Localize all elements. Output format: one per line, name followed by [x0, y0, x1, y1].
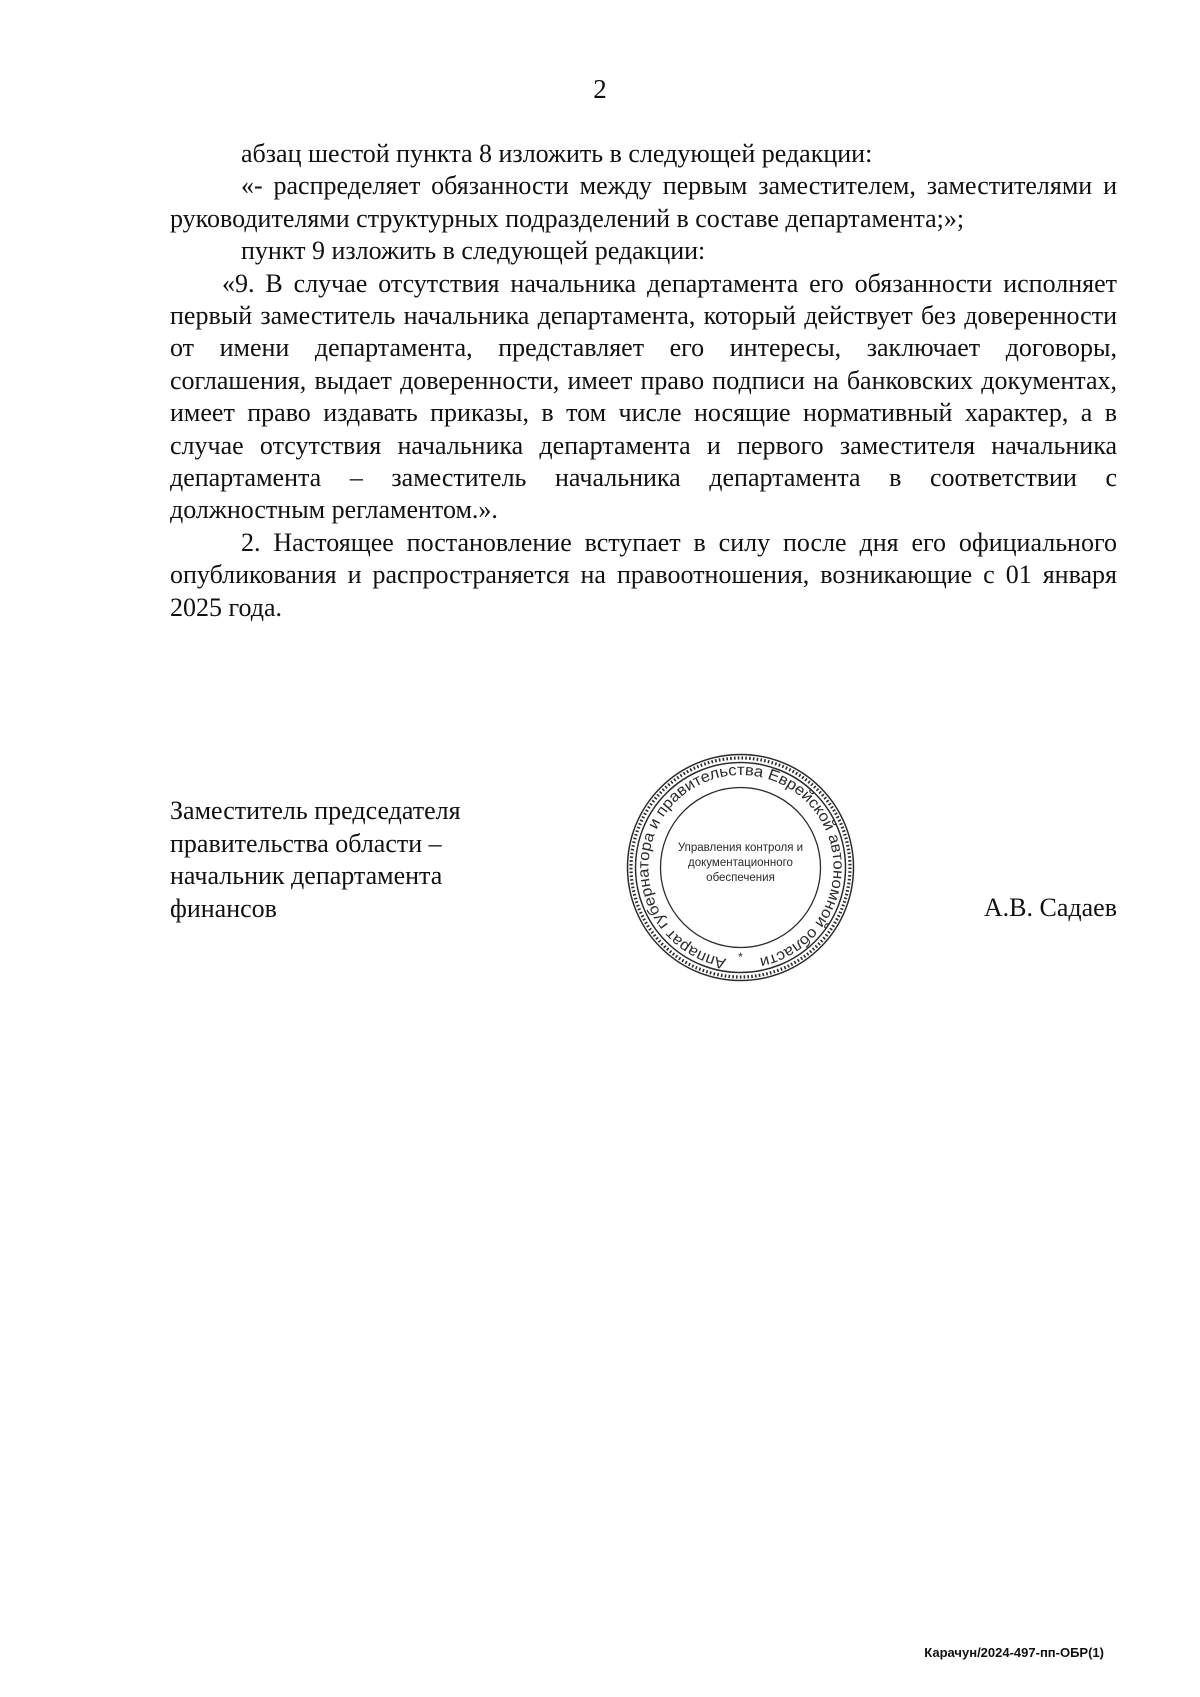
- stamp-outer-text: Аппарат губернатора и правительства Еврейской автономной области: [635, 761, 847, 972]
- stamp-inner-line: документационного: [688, 857, 793, 869]
- paragraph-amend-para-6: абзац шестой пункта 8 изложить в следующей редакции:: [241, 139, 873, 168]
- paragraph-effective-date: 2. Настоящее постановление вступает в силу после дня его официального опубликования и распространяется на правоотношения, возникающие с 01 января 2025 года.: [170, 527, 1117, 622]
- signer-position-line: Заместитель председателя: [170, 796, 461, 825]
- paragraph-quoted-duties: «- распределяет обязанности между первым заместителем, заместителями и руководителями структурных подразделений в составе департамента;»;: [170, 171, 1117, 233]
- paragraph-quoted-point-9: «9. В случае отсутствия начальника департамента его обязанности исполняет первый заместитель начальника департамента, который действует без доверенности от имени департамента, представляет его интересы, заключает договоры, соглашения, выдает доверенности, имеет право подписи на банковских документах, имеет право издавать приказы, в том числе носящие нормативный характер, а в случае отсутствия начальника департамента и первого заместителя начальника департамента – заместитель начальника департамента в соответствии с должностным регламентом.».: [170, 268, 1117, 525]
- signer-position-line: финансов: [170, 893, 277, 923]
- signer-position-line: правительства области –: [170, 828, 442, 858]
- signer-position: [170, 795, 461, 925]
- document-body: [170, 138, 1117, 624]
- signer-name: А.В. Садаев: [983, 893, 1117, 922]
- document-code: Карачун/2024-497-пп-ОБР(1): [924, 1645, 1104, 1660]
- signer-position-line: начальник департамента: [170, 861, 443, 890]
- stamp-inner-line: Управления контроля и: [677, 842, 804, 854]
- page-number: 2: [593, 74, 607, 104]
- stamp-star: *: [738, 950, 743, 964]
- paragraph-amend-point-9: пункт 9 изложить в следующей редакции:: [241, 236, 706, 266]
- official-stamp: [625, 752, 856, 983]
- stamp-inner-line: обеспечения: [706, 872, 775, 884]
